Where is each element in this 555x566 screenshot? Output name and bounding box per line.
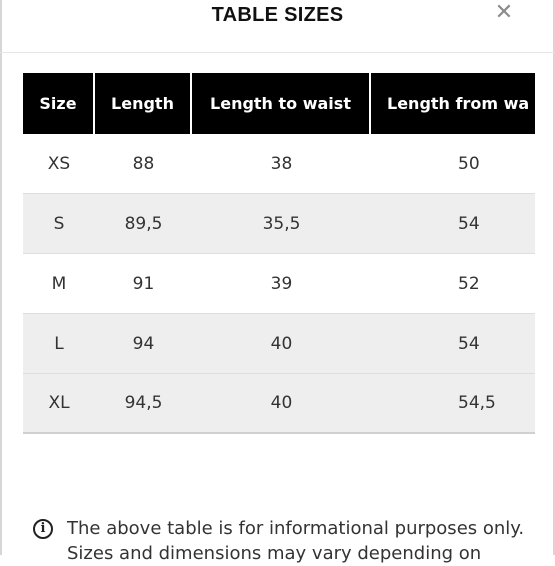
table-row (23, 254, 535, 314)
table-cell-length: 89,5 (124, 213, 163, 234)
table-header-row (23, 73, 535, 134)
size-table (23, 73, 535, 434)
table-row (23, 374, 535, 434)
modal-header (0, 0, 555, 53)
table-cell-size: S (53, 213, 65, 234)
table-cell-length-to-waist: 39 (270, 273, 293, 294)
info-icon: i (33, 519, 53, 539)
table-cell-length-from-waist: 50 (458, 153, 480, 174)
table-cell-size: XS (47, 153, 71, 174)
table-cell-size: L (54, 333, 64, 354)
table-cell-length: 94 (132, 333, 155, 354)
modal-left-border (0, 0, 2, 555)
table-cell-length-from-waist: 54 (458, 333, 480, 354)
column-header-length-to-waist: Length to waist (192, 73, 371, 134)
table-row (23, 194, 535, 254)
table-cell-length-from-waist: 52 (458, 273, 480, 294)
table-cell-length-to-waist: 40 (270, 393, 293, 413)
table-cell-length-from-waist: 54,5 (458, 393, 496, 413)
table-cell-size: XL (48, 393, 70, 413)
table-cell-length: 88 (132, 153, 155, 174)
modal-title: TABLE SIZES (211, 4, 344, 26)
table-cell-length-to-waist: 38 (270, 153, 293, 174)
column-header-length: Length (95, 73, 192, 134)
table-cell-length: 91 (132, 273, 155, 294)
info-text: The above table is for informational purposes only. Sizes and dimensions may vary depending on (67, 518, 525, 564)
table-cell-length: 94,5 (124, 393, 163, 413)
close-icon[interactable]: ✕ (494, 0, 514, 25)
column-header-size: Size (23, 73, 95, 134)
size-table-scroll[interactable] (23, 73, 535, 434)
column-header-length-from-waist: Length from wa (371, 73, 535, 134)
table-row (23, 314, 535, 374)
table-cell-length-to-waist: 35,5 (262, 213, 301, 234)
table-cell-length-to-waist: 40 (270, 333, 293, 354)
table-cell-size: M (51, 273, 67, 294)
table-cell-length-from-waist: 54 (458, 213, 480, 234)
table-row (23, 134, 535, 194)
